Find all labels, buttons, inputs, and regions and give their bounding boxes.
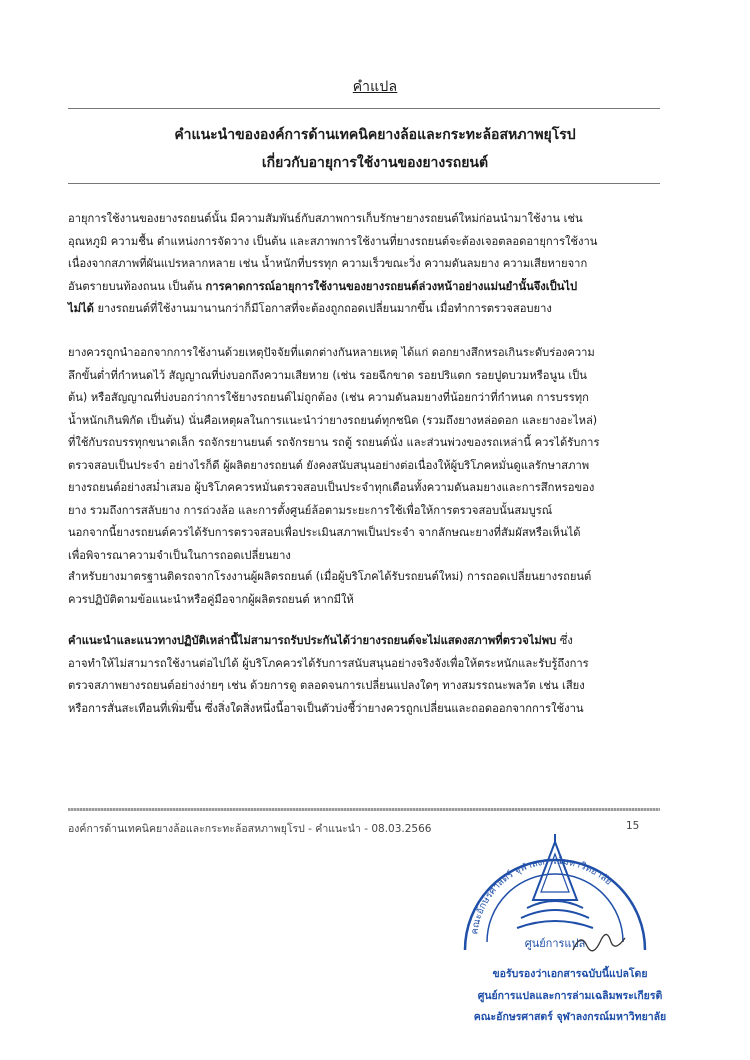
paragraph-1 — [68, 208, 660, 321]
certification-line-3: คณะอักษรศาสตร์ จุฬาลงกรณ์มหาวิทยาลัย — [473, 1011, 667, 1023]
text-line: เพื่อพิจารณาความจำเป็นในการถอดเปลี่ยนยาง — [68, 548, 291, 562]
seal-name: ศูนย์การแปล — [524, 937, 586, 950]
certification-line-1: ขอรับรองว่าเอกสารฉบับนี้แปลโดย — [492, 968, 648, 980]
text-line: ต้น) หรือสัญญาณที่บ่งบอกว่าการใช้ยางรถยนต์ไม่ถูกต้อง (เช่น ความดันลมยางที่น้อยกว่าที่กำหนด การบรรทุก — [68, 391, 589, 404]
document-title-line-2: เกี่ยวกับอายุการใช้งานของยางรถยนต์ — [261, 155, 489, 171]
text-line — [68, 276, 660, 299]
document-title-line-1: คำแนะนำขององค์การด้านเทคนิคยางล้อและกระทะล้อสหภาพยุโรป — [174, 127, 576, 143]
text-line: ยางรถยนต์อย่างสม่ำเสมอ ผู้บริโภคควรหมั่นตรวจสอบเป็นประจำทุกเดือนทั้งความดันลมยางและการสึกหรอของ — [68, 481, 595, 494]
text-line: อุณหภูมิ ความชื้น ตำแหน่งการจัดวาง เป็นต้น และสภาพการใช้งานที่ยางรถยนต์จะต้องเจอตลอดอายุการใช้งาน — [68, 234, 598, 248]
page-number: 15 — [626, 820, 640, 832]
text-line: ที่ใช้กับรถบรรทุกขนาดเล็ก รถจักรยานยนต์ รถจักรยาน รถตู้ รถยนต์นั่ง และส่วนพ่วงของรถเหล่านี้ ควรได้รับการ — [68, 436, 600, 449]
text-line: หรือการสั่นสะเทือนที่เพิ่มขึ้น ซึ่งสิ่งใดสิ่งหนึ่งนี้อาจเป็นตัวบ่งชี้ว่ายางควรถูกเปลี่ยนและถอดออกจากการใช้งาน — [68, 701, 584, 715]
text-line: นอกจากนี้ยางรถยนต์ควรได้รับการตรวจสอบเพื่อประเมินสภาพเป็นประจำ จากลักษณะยางที่สัมผัสหรือเห็นได้ — [68, 526, 581, 539]
text-line: ตรวจสอบเป็นประจำ อย่างไรก็ดี ผู้ผลิตยางรถยนต์ ยังคงสนับสนุนอย่างต่อเนื่องให้ผู้บริโภคหมั่นดูแลรักษาสภาพ — [68, 458, 590, 472]
translation-center-seal — [455, 830, 655, 965]
text-run: อันตรายบนท้องถนน เป็นต้น — [68, 279, 202, 293]
text-line: น้ำหนักเกินพิกัด เป็นต้น) นั่นคือเหตุผลในการแนะนำว่ายางรถยนต์ทุกชนิด (รวมถึงยางหล่อดอก และยางอะไหล่) — [68, 413, 598, 427]
text-line: สำหรับยางมาตรฐานติดรถจากโรงงานผู้ผลิตรถยนต์ (เมื่อผู้บริโภคได้รับรถยนต์ใหม่) การถอดเปลี่ยนยางรถยนต์ — [68, 570, 592, 583]
title-divider — [68, 183, 660, 184]
text-line: อายุการใช้งานของยางรถยนต์นั้น มีความสัมพันธ์กับสภาพการเก็บรักษายางรถยนต์ใหม่ก่อนนำมาใช้งาน เช่น — [68, 212, 583, 225]
page-label: คำแปล — [352, 79, 398, 95]
text-line: ควรปฏิบัติตามข้อแนะนำหรือคู่มือจากผู้ผลิตรถยนต์ หากมีให้ — [68, 592, 354, 606]
header-divider — [68, 108, 660, 109]
bold-statement: คำแนะนำและแนวทางปฏิบัติเหล่านี้ไม่สามารถรับประกันได้ว่ายางรถยนต์จะไม่แสดงสภาพที่ตรวจไม่พบ — [68, 634, 557, 647]
bold-statement-end: ไม่ได้ — [68, 302, 94, 315]
text-line: ตรวจสภาพยางรถยนต์อย่างง่ายๆ เช่น ด้วยการดู ตลอดจนการเปลี่ยนแปลงใดๆ ทางสมรรถนะพลวัต เช่น เสียง — [68, 679, 585, 692]
bold-statement: การคาดการณ์อายุการใช้งานของยางรถยนต์ล่วงหน้าอย่างแม่นยำนั้นจึงเป็นไป — [205, 279, 578, 293]
text-line: เนื่องจากสภาพที่ผันแปรหลากหลาย เช่น น้ำหนักที่บรรทุก ความเร็วขณะวิ่ง ความดันลมยาง ความเสียหายจาก — [68, 257, 588, 270]
text-line — [68, 298, 660, 321]
text-run: ซึ่ง — [559, 634, 573, 647]
paragraph-3 — [68, 566, 660, 611]
seal-arc-text: คณะอักษรศาสตร์ จุฬาลงกรณ์มหาวิทยาลัย — [469, 855, 614, 936]
text-line: ยาง รวมถึงการสลับยาง การถ่วงล้อ และการตั้งศูนย์ล้อตามระยะการใช้เพื่อให้การตรวจสอบนั้นสมบูรณ์ — [68, 503, 553, 517]
text-line — [68, 630, 660, 653]
footer-divider — [68, 808, 660, 811]
text-line: อาจทำให้ไม่สามารถใช้งานต่อไปได้ ผู้บริโภคควรได้รับการสนับสนุนอย่างจริงจังเพื่อให้ตระหนักและรับรู้ถึงการ — [68, 656, 589, 670]
certification-line-2: ศูนย์การแปลและการล่ามเฉลิมพระเกียรติ — [477, 990, 663, 1002]
paragraph-2 — [68, 342, 660, 567]
footer-organization: องค์การด้านเทคนิคยางล้อและกระทะล้อสหภาพยุโรป - คำแนะนำ - 08.03.2566 — [68, 823, 432, 835]
paragraph-4 — [68, 630, 660, 720]
text-run: ยางรถยนต์ที่ใช้งานมานานกว่าก็มีโอกาสที่จะต้องถูกถอดเปลี่ยนมากขึ้น เมื่อทำการตรวจสอบยาง — [97, 302, 552, 315]
text-line: ลึกขั้นต่ำที่กำหนดไว้ สัญญาณที่บ่งบอกถึงความเสียหาย (เช่น รอยฉีกขาด รอยปริแตก รอยปูดบวมหรือนูน เป็น — [68, 368, 587, 382]
text-line: ยางควรถูกนำออกจากการใช้งานด้วยเหตุปัจจัยที่แตกต่างกันหลายเหตุ ได้แก่ ดอกยางสึกหรอเกินระดับร่องความ — [68, 346, 595, 359]
